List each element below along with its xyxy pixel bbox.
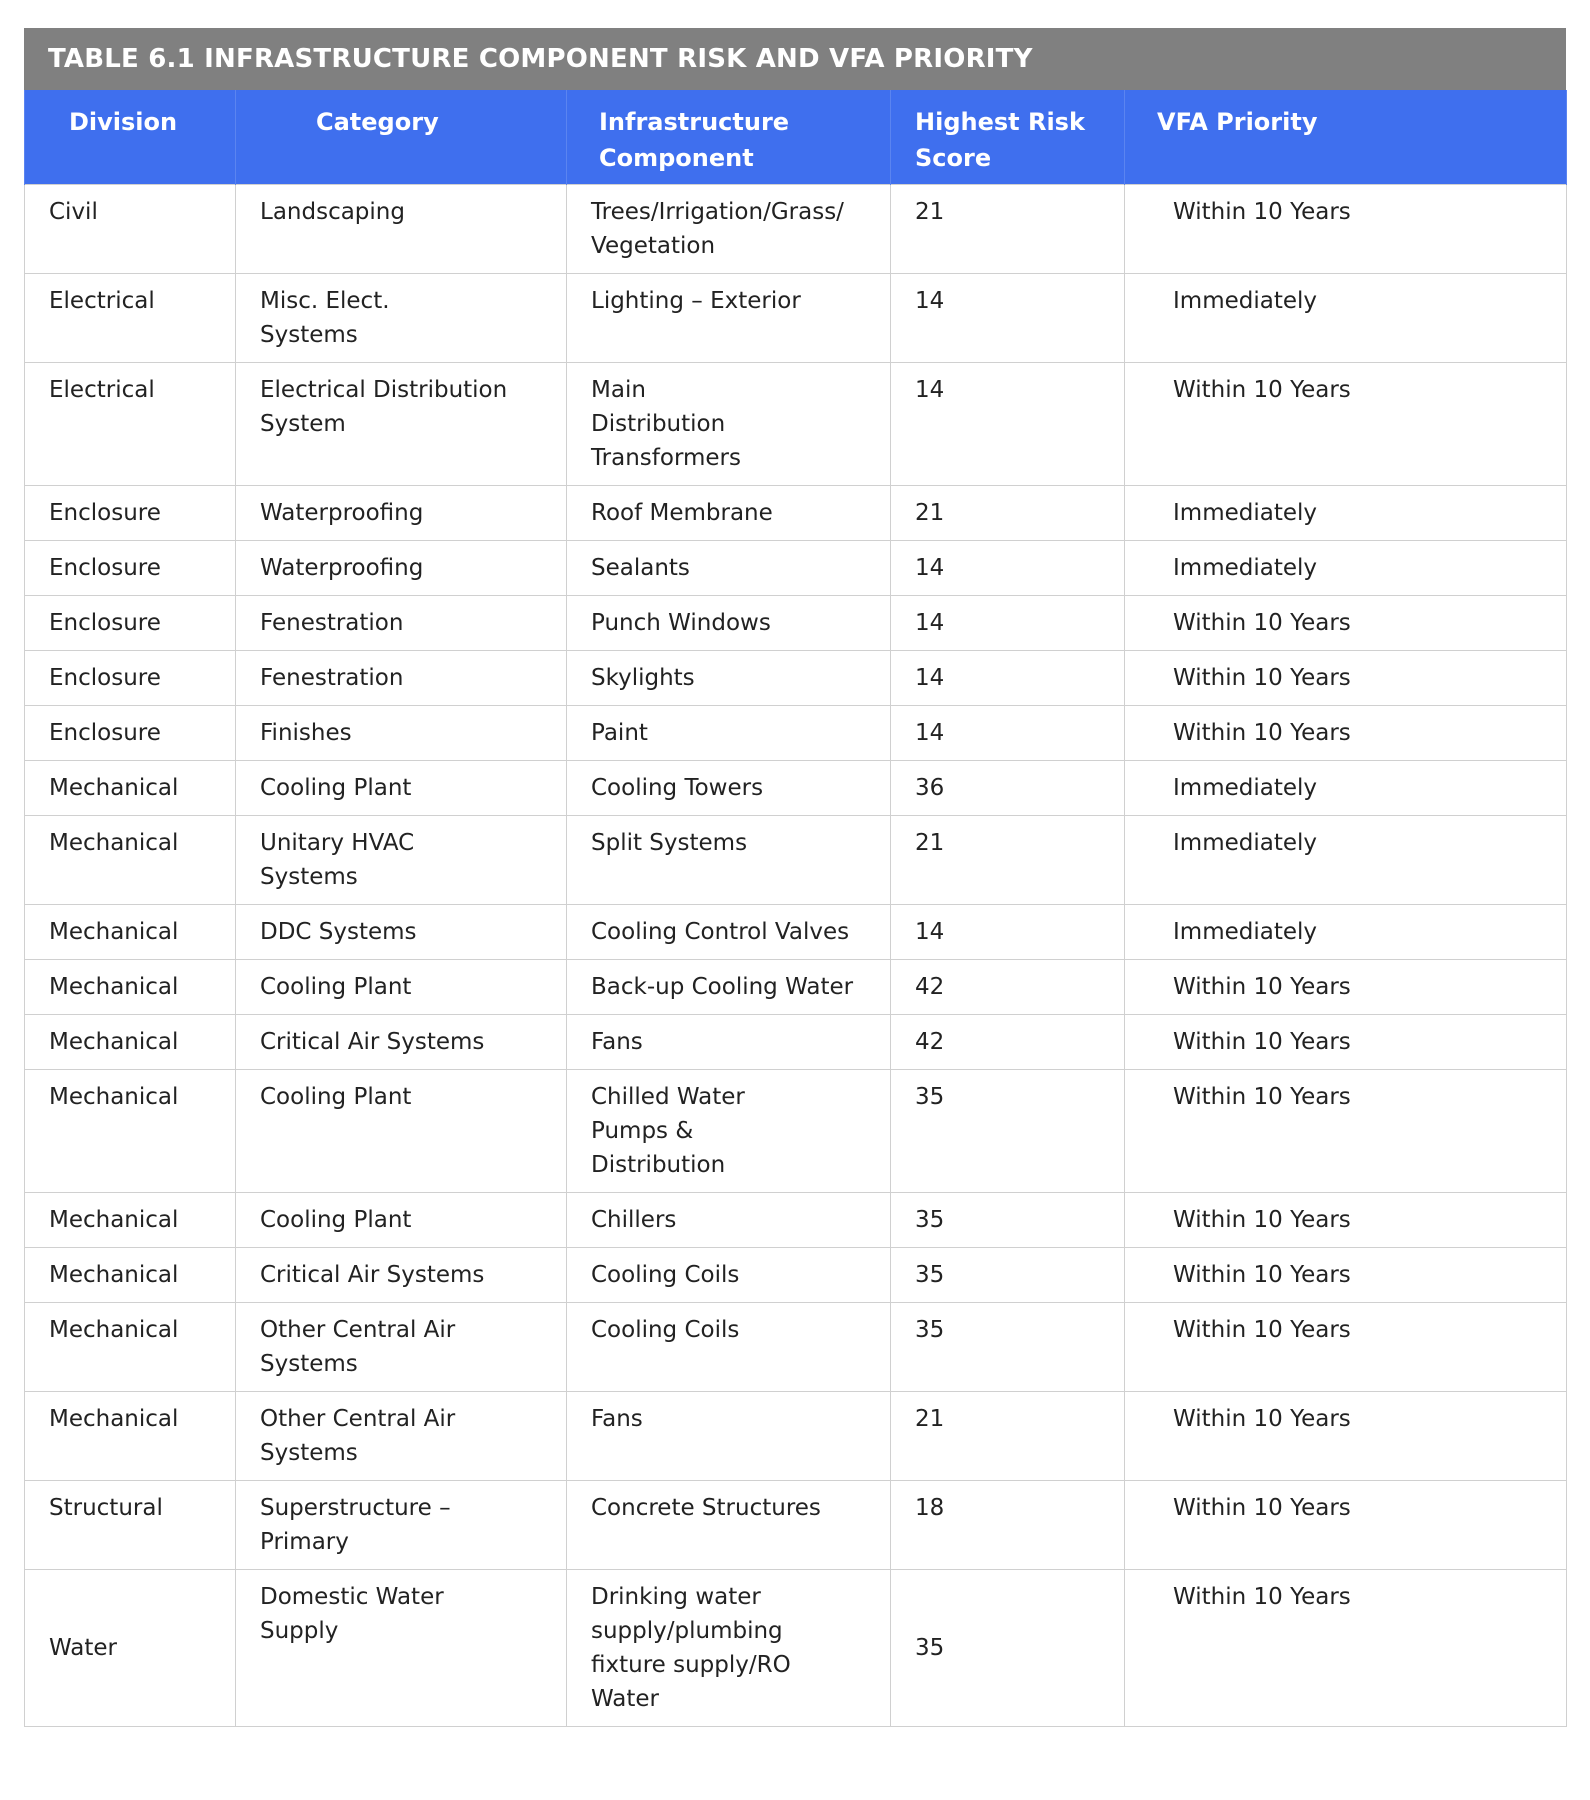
cell-priority: Within 10 Years: [1125, 1193, 1567, 1248]
header-category: Category: [236, 90, 567, 185]
cell-category-line: Systems: [260, 1351, 358, 1377]
header-score: [891, 90, 1125, 185]
cell-score: 14: [891, 274, 1125, 363]
cell-component-line: Cooling Control Valves: [591, 919, 850, 945]
cell-component: [567, 1070, 891, 1193]
cell-category-line: Other Central Air: [260, 1406, 456, 1432]
cell-category-line: Systems: [260, 864, 358, 890]
cell-category-line: Supply: [260, 1618, 339, 1644]
cell-score: 21: [891, 1392, 1125, 1481]
table-row: [25, 1570, 1567, 1727]
cell-priority: Within 10 Years: [1125, 1481, 1567, 1570]
cell-component: [567, 596, 891, 651]
cell-division: Enclosure: [25, 706, 236, 761]
cell-component-line: Cooling Towers: [591, 775, 764, 801]
cell-component-line: Cooling Coils: [591, 1262, 740, 1288]
cell-category: [236, 1481, 567, 1570]
cell-component: [567, 274, 891, 363]
cell-category: [236, 486, 567, 541]
cell-component: [567, 1248, 891, 1303]
cell-category-line: Systems: [260, 322, 358, 348]
cell-component-line: Water: [591, 1686, 659, 1712]
cell-score: 35: [891, 1303, 1125, 1392]
cell-score: 18: [891, 1481, 1125, 1570]
cell-score: 21: [891, 486, 1125, 541]
cell-category-line: Critical Air Systems: [260, 1029, 485, 1055]
table-row: [25, 1015, 1567, 1070]
cell-component-line: Drinking water: [591, 1584, 761, 1610]
cell-category-line: Landscaping: [260, 199, 405, 225]
header-component-line2: Component: [599, 144, 754, 172]
cell-category: [236, 706, 567, 761]
cell-division: Electrical: [25, 274, 236, 363]
cell-category-line: Waterproofing: [260, 500, 424, 526]
cell-category: [236, 905, 567, 960]
cell-score: 35: [891, 1248, 1125, 1303]
cell-component-line: Split Systems: [591, 830, 748, 856]
header-row: [25, 90, 1567, 185]
cell-category-line: Critical Air Systems: [260, 1262, 485, 1288]
cell-score: 14: [891, 905, 1125, 960]
cell-division: Mechanical: [25, 960, 236, 1015]
cell-component-line: supply/plumbing: [591, 1618, 783, 1644]
cell-division: Enclosure: [25, 541, 236, 596]
cell-component: [567, 1303, 891, 1392]
cell-component: [567, 905, 891, 960]
cell-division: Water: [25, 1570, 236, 1727]
cell-category: [236, 761, 567, 816]
table-row: [25, 1070, 1567, 1193]
cell-category-line: DDC Systems: [260, 919, 417, 945]
cell-category-line: Electrical Distribution: [260, 377, 508, 403]
cell-component: [567, 816, 891, 905]
cell-category: [236, 1070, 567, 1193]
header-division: Division: [25, 90, 236, 185]
cell-priority: Within 10 Years: [1125, 1070, 1567, 1193]
cell-component-line: Main: [591, 377, 646, 403]
cell-priority: Within 10 Years: [1125, 185, 1567, 274]
risk-table-container: [24, 28, 1566, 1727]
cell-category: [236, 960, 567, 1015]
cell-component-line: Back-up Cooling Water: [591, 974, 854, 1000]
table-row: [25, 651, 1567, 706]
cell-component: [567, 960, 891, 1015]
cell-division: Mechanical: [25, 1303, 236, 1392]
cell-category-line: Superstructure –: [260, 1495, 451, 1521]
cell-category-line: Cooling Plant: [260, 775, 412, 801]
cell-priority: Immediately: [1125, 816, 1567, 905]
cell-component: [567, 486, 891, 541]
cell-division: Civil: [25, 185, 236, 274]
cell-component-line: Distribution: [591, 411, 726, 437]
table-row: [25, 1248, 1567, 1303]
cell-priority: Immediately: [1125, 761, 1567, 816]
cell-division: Mechanical: [25, 816, 236, 905]
cell-priority: Within 10 Years: [1125, 706, 1567, 761]
cell-score: 21: [891, 816, 1125, 905]
cell-component-line: Trees/Irrigation/Grass/: [591, 199, 844, 225]
table-row: [25, 1303, 1567, 1392]
risk-table: [24, 90, 1567, 1727]
cell-category-line: Other Central Air: [260, 1317, 456, 1343]
cell-component-line: Cooling Coils: [591, 1317, 740, 1343]
cell-priority: Within 10 Years: [1125, 651, 1567, 706]
cell-priority: Immediately: [1125, 905, 1567, 960]
header-component-line1: Infrastructure: [599, 108, 790, 136]
cell-priority: Within 10 Years: [1125, 960, 1567, 1015]
cell-category: [236, 1193, 567, 1248]
cell-category: [236, 1015, 567, 1070]
cell-category-line: Systems: [260, 1440, 358, 1466]
cell-component: [567, 1570, 891, 1727]
cell-component: [567, 1193, 891, 1248]
cell-priority: Immediately: [1125, 541, 1567, 596]
cell-score: 35: [891, 1070, 1125, 1193]
cell-category-line: Fenestration: [260, 610, 404, 636]
table-row: [25, 706, 1567, 761]
cell-category: [236, 596, 567, 651]
cell-component: [567, 651, 891, 706]
cell-priority: Within 10 Years: [1125, 363, 1567, 486]
table-row: [25, 486, 1567, 541]
table-row: [25, 816, 1567, 905]
cell-priority: Immediately: [1125, 486, 1567, 541]
cell-score: 42: [891, 1015, 1125, 1070]
cell-division: Mechanical: [25, 1248, 236, 1303]
cell-component: [567, 1392, 891, 1481]
header-score-line2: Score: [915, 144, 992, 172]
cell-category-line: Unitary HVAC: [260, 830, 415, 856]
cell-division: Mechanical: [25, 761, 236, 816]
cell-component: [567, 541, 891, 596]
cell-category: [236, 185, 567, 274]
cell-component: [567, 706, 891, 761]
cell-category: [236, 1248, 567, 1303]
cell-component-line: Pumps &: [591, 1118, 694, 1144]
cell-score: 35: [891, 1193, 1125, 1248]
cell-priority: Within 10 Years: [1125, 596, 1567, 651]
table-row: [25, 1193, 1567, 1248]
cell-priority: Within 10 Years: [1125, 1570, 1567, 1727]
cell-component-line: Fans: [591, 1406, 643, 1432]
table-row: [25, 185, 1567, 274]
cell-category: [236, 1392, 567, 1481]
cell-division: Mechanical: [25, 1193, 236, 1248]
cell-score: 36: [891, 761, 1125, 816]
cell-category-line: Misc. Elect.: [260, 288, 390, 314]
cell-component-line: Sealants: [591, 555, 690, 581]
cell-component-line: Distribution: [591, 1152, 726, 1178]
header-component: [567, 90, 891, 185]
table-row: [25, 1392, 1567, 1481]
cell-category-line: Cooling Plant: [260, 974, 412, 1000]
cell-component: [567, 1481, 891, 1570]
cell-component-line: fixture supply/RO: [591, 1652, 791, 1678]
cell-component-line: Fans: [591, 1029, 643, 1055]
cell-score: 14: [891, 596, 1125, 651]
cell-component-line: Roof Membrane: [591, 500, 773, 526]
table-row: [25, 761, 1567, 816]
cell-component: [567, 761, 891, 816]
cell-division: Mechanical: [25, 1015, 236, 1070]
cell-category-line: Cooling Plant: [260, 1084, 412, 1110]
cell-priority: Within 10 Years: [1125, 1303, 1567, 1392]
table-row: [25, 541, 1567, 596]
cell-priority: Immediately: [1125, 274, 1567, 363]
cell-score: 14: [891, 363, 1125, 486]
cell-priority: Within 10 Years: [1125, 1248, 1567, 1303]
cell-category-line: Finishes: [260, 720, 352, 746]
cell-category-line: Waterproofing: [260, 555, 424, 581]
cell-score: 21: [891, 185, 1125, 274]
cell-division: Enclosure: [25, 596, 236, 651]
cell-division: Enclosure: [25, 651, 236, 706]
table-row: [25, 1481, 1567, 1570]
cell-category-line: Primary: [260, 1529, 349, 1555]
cell-component-line: Paint: [591, 720, 648, 746]
cell-category: [236, 541, 567, 596]
header-priority: VFA Priority: [1125, 90, 1567, 185]
cell-component-line: Skylights: [591, 665, 695, 691]
cell-priority: Within 10 Years: [1125, 1392, 1567, 1481]
cell-score: 42: [891, 960, 1125, 1015]
cell-division: Mechanical: [25, 1070, 236, 1193]
cell-category-line: System: [260, 411, 346, 437]
cell-division: Enclosure: [25, 486, 236, 541]
cell-category: [236, 1303, 567, 1392]
cell-division: Mechanical: [25, 905, 236, 960]
table-row: [25, 596, 1567, 651]
cell-category: [236, 363, 567, 486]
cell-component-line: Vegetation: [591, 233, 716, 259]
cell-component-line: Transformers: [591, 445, 741, 471]
cell-category-line: Cooling Plant: [260, 1207, 412, 1233]
table-row: [25, 905, 1567, 960]
table-row: [25, 960, 1567, 1015]
header-score-line1: Highest Risk: [915, 108, 1085, 136]
table-row: [25, 363, 1567, 486]
table-row: [25, 274, 1567, 363]
cell-priority: Within 10 Years: [1125, 1015, 1567, 1070]
cell-division: Mechanical: [25, 1392, 236, 1481]
cell-component: [567, 185, 891, 274]
cell-category-line: Domestic Water: [260, 1584, 444, 1610]
table-body: [25, 185, 1567, 1727]
cell-category: [236, 274, 567, 363]
cell-component: [567, 363, 891, 486]
table-title: TABLE 6.1 INFRASTRUCTURE COMPONENT RISK AND VFA PRIORITY: [24, 28, 1566, 90]
cell-component-line: Chillers: [591, 1207, 677, 1233]
cell-score: 35: [891, 1570, 1125, 1727]
cell-category: [236, 1570, 567, 1727]
cell-score: 14: [891, 541, 1125, 596]
cell-component-line: Punch Windows: [591, 610, 771, 636]
cell-score: 14: [891, 651, 1125, 706]
cell-category: [236, 816, 567, 905]
cell-component-line: Lighting – Exterior: [591, 288, 801, 314]
cell-component-line: Chilled Water: [591, 1084, 745, 1110]
cell-component: [567, 1015, 891, 1070]
cell-division: Structural: [25, 1481, 236, 1570]
cell-category: [236, 651, 567, 706]
cell-category-line: Fenestration: [260, 665, 404, 691]
cell-score: 14: [891, 706, 1125, 761]
cell-component-line: Concrete Structures: [591, 1495, 821, 1521]
cell-division: Electrical: [25, 363, 236, 486]
